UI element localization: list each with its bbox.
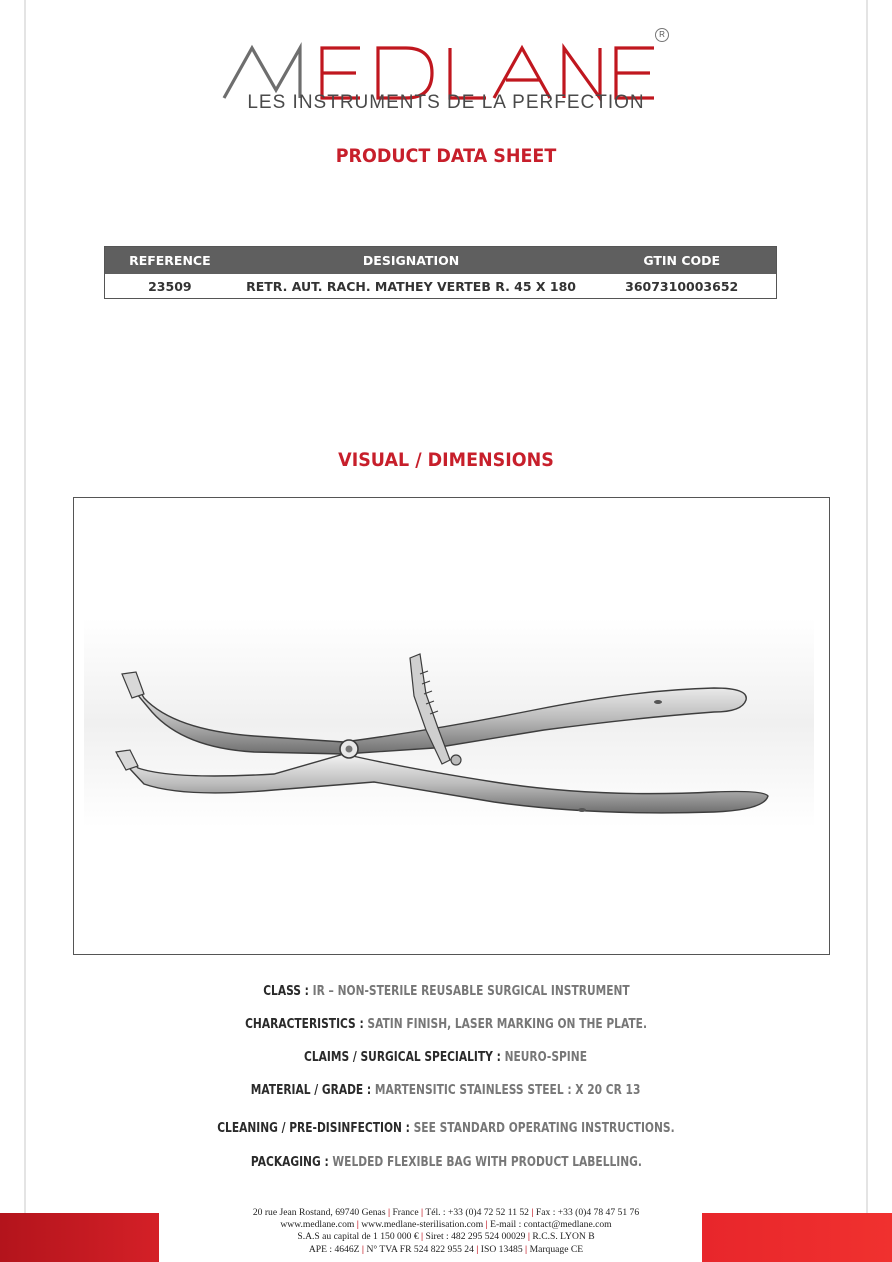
visual-dimensions-title: VISUAL / DIMENSIONS <box>338 449 554 471</box>
spec-material: MATERIAL / GRADE : MARTENSITIC STAINLESS STEEL : X 20 CR 13 <box>251 1083 641 1098</box>
spec-packaging: PACKAGING : WELDED FLEXIBLE BAG WITH PRODUCT LABELLING. <box>250 1155 642 1170</box>
cell-gtin: 3607310003652 <box>625 278 739 294</box>
cell-reference: 23509 <box>148 278 192 294</box>
column-header-designation: DESIGNATION <box>235 247 588 275</box>
footer-registration-line: APE : 4646Z | N° TVA FR 524 822 955 24 | ISO 13485 | Marquage CE <box>308 1243 584 1255</box>
table-row <box>105 274 777 299</box>
product-image-frame <box>73 497 830 955</box>
footer-address-line: 20 rue Jean Rostand, 69740 Genas | France | Tél. : +33 (0)4 72 52 11 52 | Fax : +33 (0)4 78 47 51 76 <box>252 1207 640 1218</box>
spec-claims: CLAIMS / SURGICAL SPECIALITY : NEURO-SPINE <box>304 1050 588 1065</box>
website-link[interactable]: www.medlane.com <box>280 1219 357 1231</box>
footer-web-line: www.medlane.com | www.medlane-sterilisation.com | E-mail : contact@medlane.com <box>280 1219 612 1231</box>
email-link[interactable]: E-mail : contact@medlane.com <box>487 1219 612 1231</box>
table-header-row <box>105 247 777 275</box>
column-header-gtin: GTIN CODE <box>587 247 776 275</box>
registered-mark: R <box>655 28 669 42</box>
spec-characteristics: CHARACTERISTICS : SATIN FINISH, LASER MARKING ON THE PLATE. <box>245 1017 647 1032</box>
brand-logo <box>0 22 892 114</box>
spec-class: CLASS : IR – NON-STERILE REUSABLE SURGICAL INSTRUMENT <box>262 984 630 999</box>
footer-legal-line: S.A.S au capital de 1 150 000 € | Siret : 482 295 524 00029 | R.C.S. LYON B <box>297 1231 595 1243</box>
cell-designation: RETR. AUT. RACH. MATHEY VERTEB R. 45 X 180 <box>246 278 577 294</box>
retractor-image <box>74 498 828 953</box>
spec-cleaning: CLEANING / PRE-DISINFECTION : SEE STANDARD OPERATING INSTRUCTIONS. <box>217 1121 675 1136</box>
product-data-title: PRODUCT DATA SHEET <box>335 145 557 167</box>
brand-tagline: LES INSTRUMENTS DE LA PERFECTION <box>247 92 645 113</box>
sterilisation-website-link[interactable]: www.medlane-sterilisation.com <box>358 1219 486 1231</box>
column-header-reference: REFERENCE <box>105 247 235 275</box>
company-footer <box>0 1207 892 1256</box>
product-reference-table <box>104 246 777 299</box>
